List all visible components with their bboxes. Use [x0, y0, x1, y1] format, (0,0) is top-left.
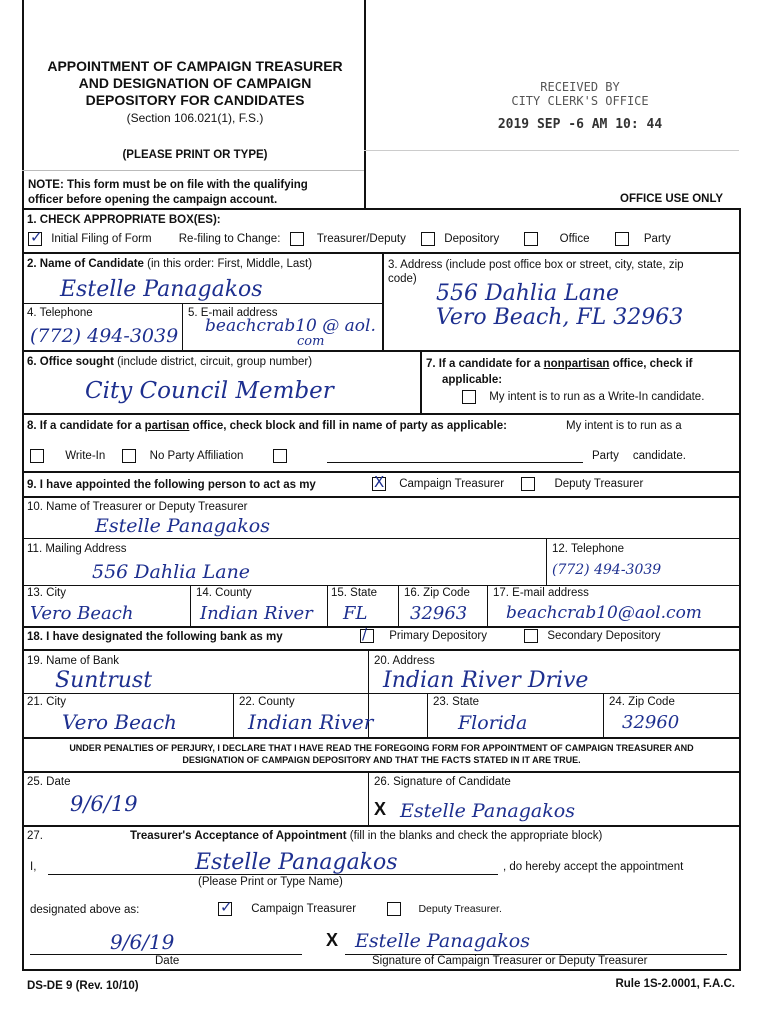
treasurer-name-value[interactable]: Estelle Panagakos [95, 515, 270, 537]
nonpartisan-writein-checkbox[interactable] [462, 390, 476, 404]
candidate-name-label-rest: (in this order: First, Middle, Last) [143, 258, 313, 270]
form-number: DS-DE 9 (Rev. 10/10) [27, 980, 139, 992]
bank-state-value[interactable]: Florida [458, 712, 528, 734]
address-city: Vero Beach, FL 32963 [436, 305, 684, 330]
perjury-line-1: UNDER PENALTIES OF PERJURY, I DECLARE THAT I HAVE READ THE FOREGOING FORM FOR APPOINTMENT OF CAMPAIGN TREASURER AND [69, 743, 694, 753]
nonpartisan-label [426, 356, 693, 388]
bank-city-value[interactable]: Vero Beach [62, 710, 177, 734]
treasurer-date-label: Date [155, 955, 180, 967]
email-line-1: beachcrab10 @ aol. [205, 316, 376, 336]
acceptance-role-options [218, 898, 502, 916]
designated-as-label: designated above as: [30, 904, 140, 916]
telephone-label: 4. Telephone [27, 307, 93, 319]
accept-appointment-text: , do hereby accept the appointment [503, 861, 684, 873]
primary-depository-label: Primary Depository [389, 630, 487, 643]
npa-label: No Party Affiliation [149, 450, 244, 463]
stamp-date: 2019 SEP -6 AM 10: 44 [497, 117, 663, 132]
form-title [30, 58, 360, 109]
office-sought-value[interactable]: City Council Member [85, 378, 334, 404]
stamp-line-2: CITY CLERK'S OFFICE [511, 94, 649, 108]
partisan-label-b: office, check block and fill in name of party as applicable: [189, 420, 507, 432]
nonpartisan-label-underline: nonpartisan [543, 358, 610, 370]
office-label: Office [559, 233, 590, 246]
treasurer-date-value[interactable]: 9/6/19 [110, 930, 175, 954]
bank-zip-value[interactable]: 32960 [622, 712, 680, 733]
refile-office-checkbox[interactable] [524, 232, 538, 246]
perjury-line-2: DESIGNATION OF CAMPAIGN DEPOSITORY AND THAT THE FACTS STATED IN IT ARE TRUE. [182, 755, 581, 765]
nonpartisan-writein-label: My intent is to run as a Write-In candidate. [489, 391, 705, 404]
secondary-depository-label: Secondary Depository [547, 630, 661, 643]
candidate-name-value[interactable]: Estelle Panagakos [60, 277, 263, 302]
acceptance-number: 27. [27, 830, 43, 842]
secondary-depository-checkbox[interactable] [524, 629, 538, 643]
bank-name-value[interactable]: Suntrust [55, 668, 153, 693]
office-sought-label-rest: (include district, circuit, group number) [113, 356, 313, 368]
candidate-telephone-value[interactable]: (772) 494-3039 [30, 325, 179, 347]
accept-campaign-treasurer-checkbox[interactable]: ✓ [220, 898, 233, 916]
address-label-line-1: 3. Address (include post office box or street, city, state, zip [388, 259, 684, 271]
mailing-address-label: 11. Mailing Address [27, 543, 127, 555]
treasurer-email-label: 17. E-mail address [493, 587, 589, 599]
candidate-date-value[interactable]: 9/6/19 [70, 792, 138, 816]
acceptance-title-rest: (fill in the blanks and check the appropriate block) [346, 830, 603, 842]
rule-reference: Rule 1S-2.0001, F.A.C. [615, 978, 735, 990]
bank-state-label: 23. State [433, 696, 480, 708]
email-label: 5. E-mail address [188, 307, 278, 319]
statute-reference: (Section 106.021(1), F.S.) [126, 111, 264, 125]
email-line-2: com [297, 334, 325, 349]
bank-designation-label: 18. I have designated the following bank as my [27, 631, 283, 643]
partisan-intent: My intent is to run as a [566, 420, 682, 432]
treasurer-state-value[interactable]: FL [343, 603, 368, 624]
nonpartisan-label-b: office, check if [609, 358, 693, 370]
treasurer-city-value[interactable]: Vero Beach [30, 603, 134, 624]
depository-label: Depository [444, 233, 500, 246]
partisan-label-underline: partisan [144, 420, 190, 432]
nonpartisan-label-line-2: applicable: [442, 374, 503, 386]
nonpartisan-label-a: 7. If a candidate for a [426, 358, 544, 370]
refile-depository-checkbox[interactable] [421, 232, 435, 246]
title-line-1: APPOINTMENT OF CAMPAIGN TREASURER [47, 58, 343, 74]
treasurer-deputy-label: Treasurer/Deputy [316, 233, 406, 246]
treasurer-telephone-value[interactable]: (772) 494-3039 [552, 562, 662, 578]
campaign-treasurer-label: Campaign Treasurer [399, 478, 505, 491]
initial-filing-label: Initial Filing of Form [51, 233, 152, 246]
campaign-treasurer-checkbox[interactable]: X [374, 473, 385, 491]
treasurer-name-label: 10. Name of Treasurer or Deputy Treasurer [27, 501, 248, 513]
county-label: 14. County [196, 587, 252, 599]
candidate-signature-label: 26. Signature of Candidate [374, 776, 511, 788]
filing-note [28, 178, 308, 208]
bank-city-label: 21. City [27, 696, 66, 708]
office-use-only: OFFICE USE ONLY [620, 193, 724, 205]
candidate-email-value[interactable] [205, 318, 376, 350]
refile-party-checkbox[interactable] [615, 232, 629, 246]
candidate-signature-x: X [374, 799, 387, 819]
refiling-label: Re-filing to Change: [178, 233, 281, 246]
bank-address-value[interactable]: Indian River Drive [383, 668, 589, 693]
npa-checkbox[interactable] [122, 449, 136, 463]
treasurer-print-name-value[interactable]: Estelle Panagakos [195, 850, 398, 875]
print-name-caption: (Please Print or Type Name) [198, 876, 343, 888]
bank-county-label: 22. County [239, 696, 295, 708]
candidate-signature[interactable]: Estelle Panagakos [400, 800, 575, 822]
received-stamp [490, 80, 670, 132]
initial-filing-checkbox[interactable]: ✓ [30, 228, 43, 246]
party-suffix-label: Party [592, 450, 619, 462]
office-sought-label-bold: 6. Office sought [27, 356, 114, 368]
accept-deputy-treasurer-checkbox[interactable] [387, 902, 401, 916]
title-line-2: AND DESIGNATION OF CAMPAIGN [78, 75, 312, 91]
candidate-suffix-label: candidate. [632, 450, 686, 462]
treasurer-type-options [372, 473, 644, 491]
section-1-options [28, 228, 738, 246]
acceptance-i: I, [30, 861, 37, 873]
partisan-writein-checkbox[interactable] [30, 449, 44, 463]
deputy-treasurer-label: Deputy Treasurer [554, 478, 644, 491]
address-street: 556 Dahlia Lane [436, 281, 620, 306]
party-name-checkbox[interactable] [273, 449, 287, 463]
partisan-label-a: 8. If a candidate for a [27, 420, 145, 432]
note-line-1: NOTE: This form must be on file with the qualifying [28, 179, 308, 191]
partisan-label [27, 420, 507, 432]
treasurer-signature-label: Signature of Campaign Treasurer or Deputy Treasurer [372, 955, 648, 967]
treasurer-signature[interactable]: Estelle Panagakos [355, 930, 530, 952]
bank-address-label: 20. Address [374, 655, 435, 667]
city-label: 13. City [27, 587, 66, 599]
primary-depository-checkbox[interactable]: / [360, 629, 374, 643]
note-line-2: officer before opening the campaign account. [28, 194, 278, 206]
treasurer-telephone-label: 12. Telephone [552, 543, 625, 555]
print-instruction: (PLEASE PRINT OR TYPE) [122, 149, 268, 161]
bank-name-label: 19. Name of Bank [27, 655, 120, 667]
stamp-line-1: RECEIVED BY [540, 80, 620, 94]
deputy-treasurer-checkbox[interactable] [521, 477, 535, 491]
acceptance-title-bold: Treasurer's Acceptance of Appointment [130, 830, 347, 842]
partisan-writein-label: Write-In [65, 450, 106, 463]
treasurer-zip-value[interactable]: 32963 [410, 603, 468, 624]
address-label-line-2: code) [388, 273, 417, 285]
title-line-3: DEPOSITORY FOR CANDIDATES [85, 92, 305, 108]
office-sought-label [27, 356, 312, 368]
treasurer-county-value[interactable]: Indian River [200, 603, 313, 624]
nonpartisan-writein-option [462, 390, 704, 404]
party-label: Party [643, 233, 671, 246]
treasurer-signature-x: X [326, 930, 339, 950]
state-label: 15. State [331, 587, 378, 599]
perjury-statement [24, 742, 739, 766]
treasurer-appointment-label: 9. I have appointed the following person to act as my [27, 479, 316, 491]
depository-options [360, 625, 661, 643]
section-1-label: 1. CHECK APPROPRIATE BOX(ES): [27, 214, 221, 226]
bank-zip-label: 24. Zip Code [609, 696, 675, 708]
zip-label: 16. Zip Code [404, 587, 470, 599]
acceptance-title [130, 830, 602, 842]
candidate-name-label [27, 258, 312, 270]
accept-deputy-treasurer-label: Deputy Treasurer. [418, 903, 502, 916]
refile-treasurer-checkbox[interactable] [290, 232, 304, 246]
date-label: 25. Date [27, 776, 71, 788]
bank-county-value[interactable]: Indian River [248, 710, 374, 734]
candidate-name-label-bold: 2. Name of Candidate [27, 258, 144, 270]
candidate-address-value[interactable] [436, 282, 683, 330]
accept-campaign-treasurer-label: Campaign Treasurer [251, 903, 357, 916]
treasurer-email-value[interactable]: beachcrab10@aol.com [506, 603, 702, 623]
mailing-address-value[interactable]: 556 Dahlia Lane [92, 561, 251, 583]
party-suffix [592, 450, 686, 462]
partisan-options [30, 449, 287, 463]
